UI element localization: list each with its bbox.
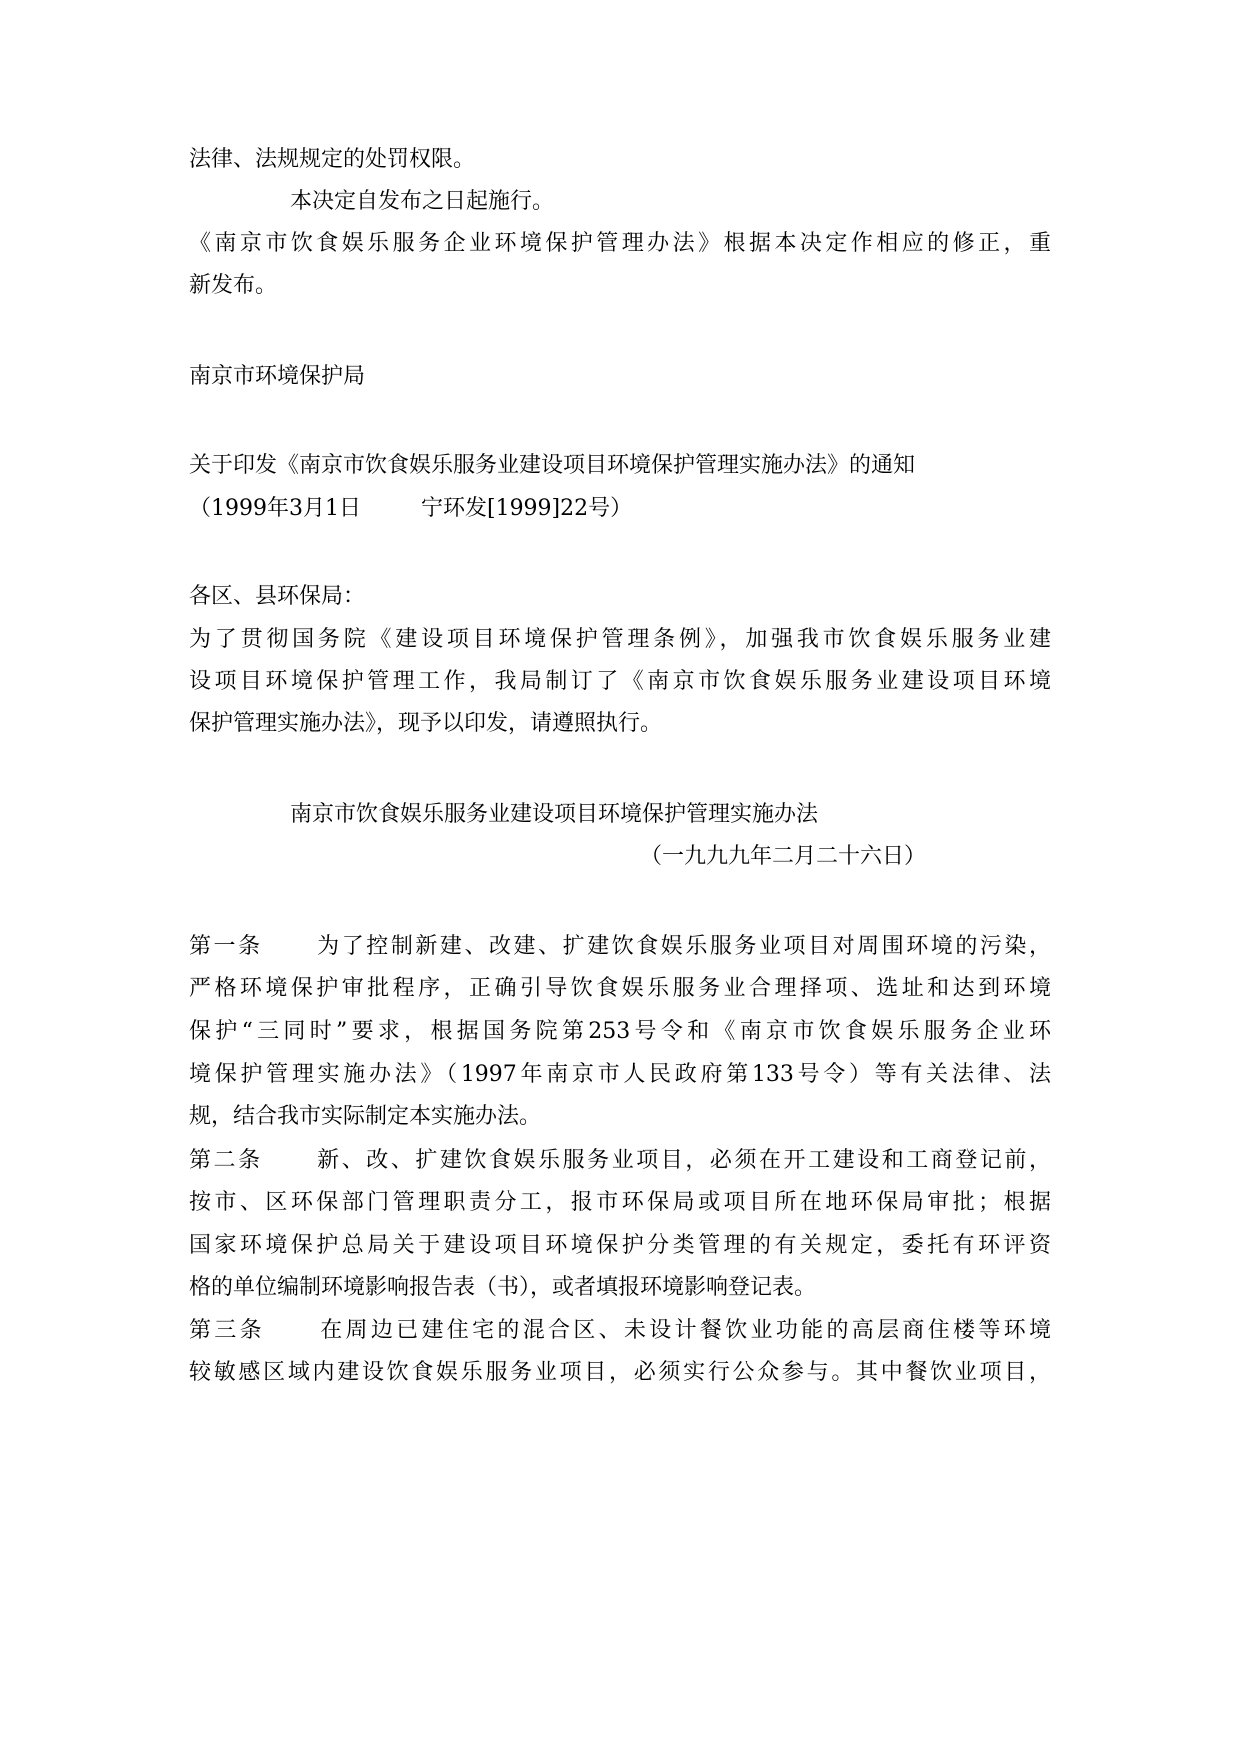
article-label: 第三条 bbox=[189, 1318, 265, 1343]
issuer-heading: 南京市环境保护局 bbox=[189, 364, 366, 389]
article-3-line bbox=[189, 1316, 1051, 1346]
notice-date: （1999年3月1日 bbox=[189, 496, 361, 521]
article-2-line: 格的单位编制环境影响报告表（书），或者填报环境影响登记表。 bbox=[189, 1275, 817, 1300]
paragraph-line: 保护管理实施办法》，现予以印发，请遵照执行。 bbox=[189, 711, 663, 736]
article-label: 第二条 bbox=[189, 1148, 263, 1173]
article-label: 第一条 bbox=[189, 934, 263, 959]
continuation-line-3: 《南京市饮食娱乐服务企业环境保护管理办法》根据本决定作相应的修正，重 bbox=[189, 231, 1051, 256]
article-text: 在周边已建住宅的混合区、未设计餐饮业功能的高层商住楼等环境 bbox=[316, 1318, 1051, 1343]
article-2-line: 按市、区环保部门管理职责分工，报市环保局或项目所在地环保局审批；根据 bbox=[189, 1190, 1051, 1215]
notice-meta bbox=[189, 494, 632, 524]
continuation-line-1: 法律、法规规定的处罚权限。 bbox=[189, 147, 476, 172]
article-2-line: 国家环境保护总局关于建设项目环境保护分类管理的有关规定，委托有环评资 bbox=[189, 1233, 1051, 1258]
continuation-line-4: 新发布。 bbox=[189, 273, 278, 298]
article-1-line bbox=[189, 932, 1051, 962]
salutation: 各区、县环保局： bbox=[189, 584, 366, 609]
effective-clause: 本决定自发布之日起施行。 bbox=[290, 189, 555, 214]
article-text: 新、改、扩建饮食娱乐服务业项目，必须在开工建设和工商登记前， bbox=[314, 1148, 1051, 1173]
article-text: 为了控制新建、改建、扩建饮食娱乐服务业项目对周围环境的污染， bbox=[314, 934, 1051, 959]
regulation-date: （一九九九年二月二十六日） bbox=[640, 844, 927, 869]
regulation-title: 南京市饮食娱乐服务业建设项目环境保护管理实施办法 bbox=[290, 802, 819, 827]
notice-doc-number: 宁环发[1999]22号） bbox=[420, 496, 633, 521]
paragraph-line: 为了贯彻国务院《建设项目环境保护管理条例》，加强我市饮食娱乐服务业建 bbox=[189, 627, 1051, 652]
paragraph-line: 设项目环境保护管理工作，我局制订了《南京市饮食娱乐服务业建设项目环境 bbox=[189, 669, 1051, 694]
article-1-line: 规，结合我市实际制定本实施办法。 bbox=[189, 1104, 542, 1129]
notice-title: 关于印发《南京市饮食娱乐服务业建设项目环境保护管理实施办法》的通知 bbox=[189, 453, 916, 478]
article-2-line bbox=[189, 1146, 1051, 1176]
article-3-line: 较敏感区域内建设饮食娱乐服务业项目，必须实行公众参与。其中餐饮业项目， bbox=[189, 1360, 1051, 1385]
article-1-line: 保护“三同时”要求，根据国务院第253号令和《南京市饮食娱乐服务企业环 bbox=[189, 1019, 1051, 1044]
article-1-line: 境保护管理实施办法》（1997年南京市人民政府第133号令）等有关法律、法 bbox=[189, 1062, 1051, 1087]
article-1-line: 严格环境保护审批程序，正确引导饮食娱乐服务业合理择项、选址和达到环境 bbox=[189, 976, 1051, 1001]
